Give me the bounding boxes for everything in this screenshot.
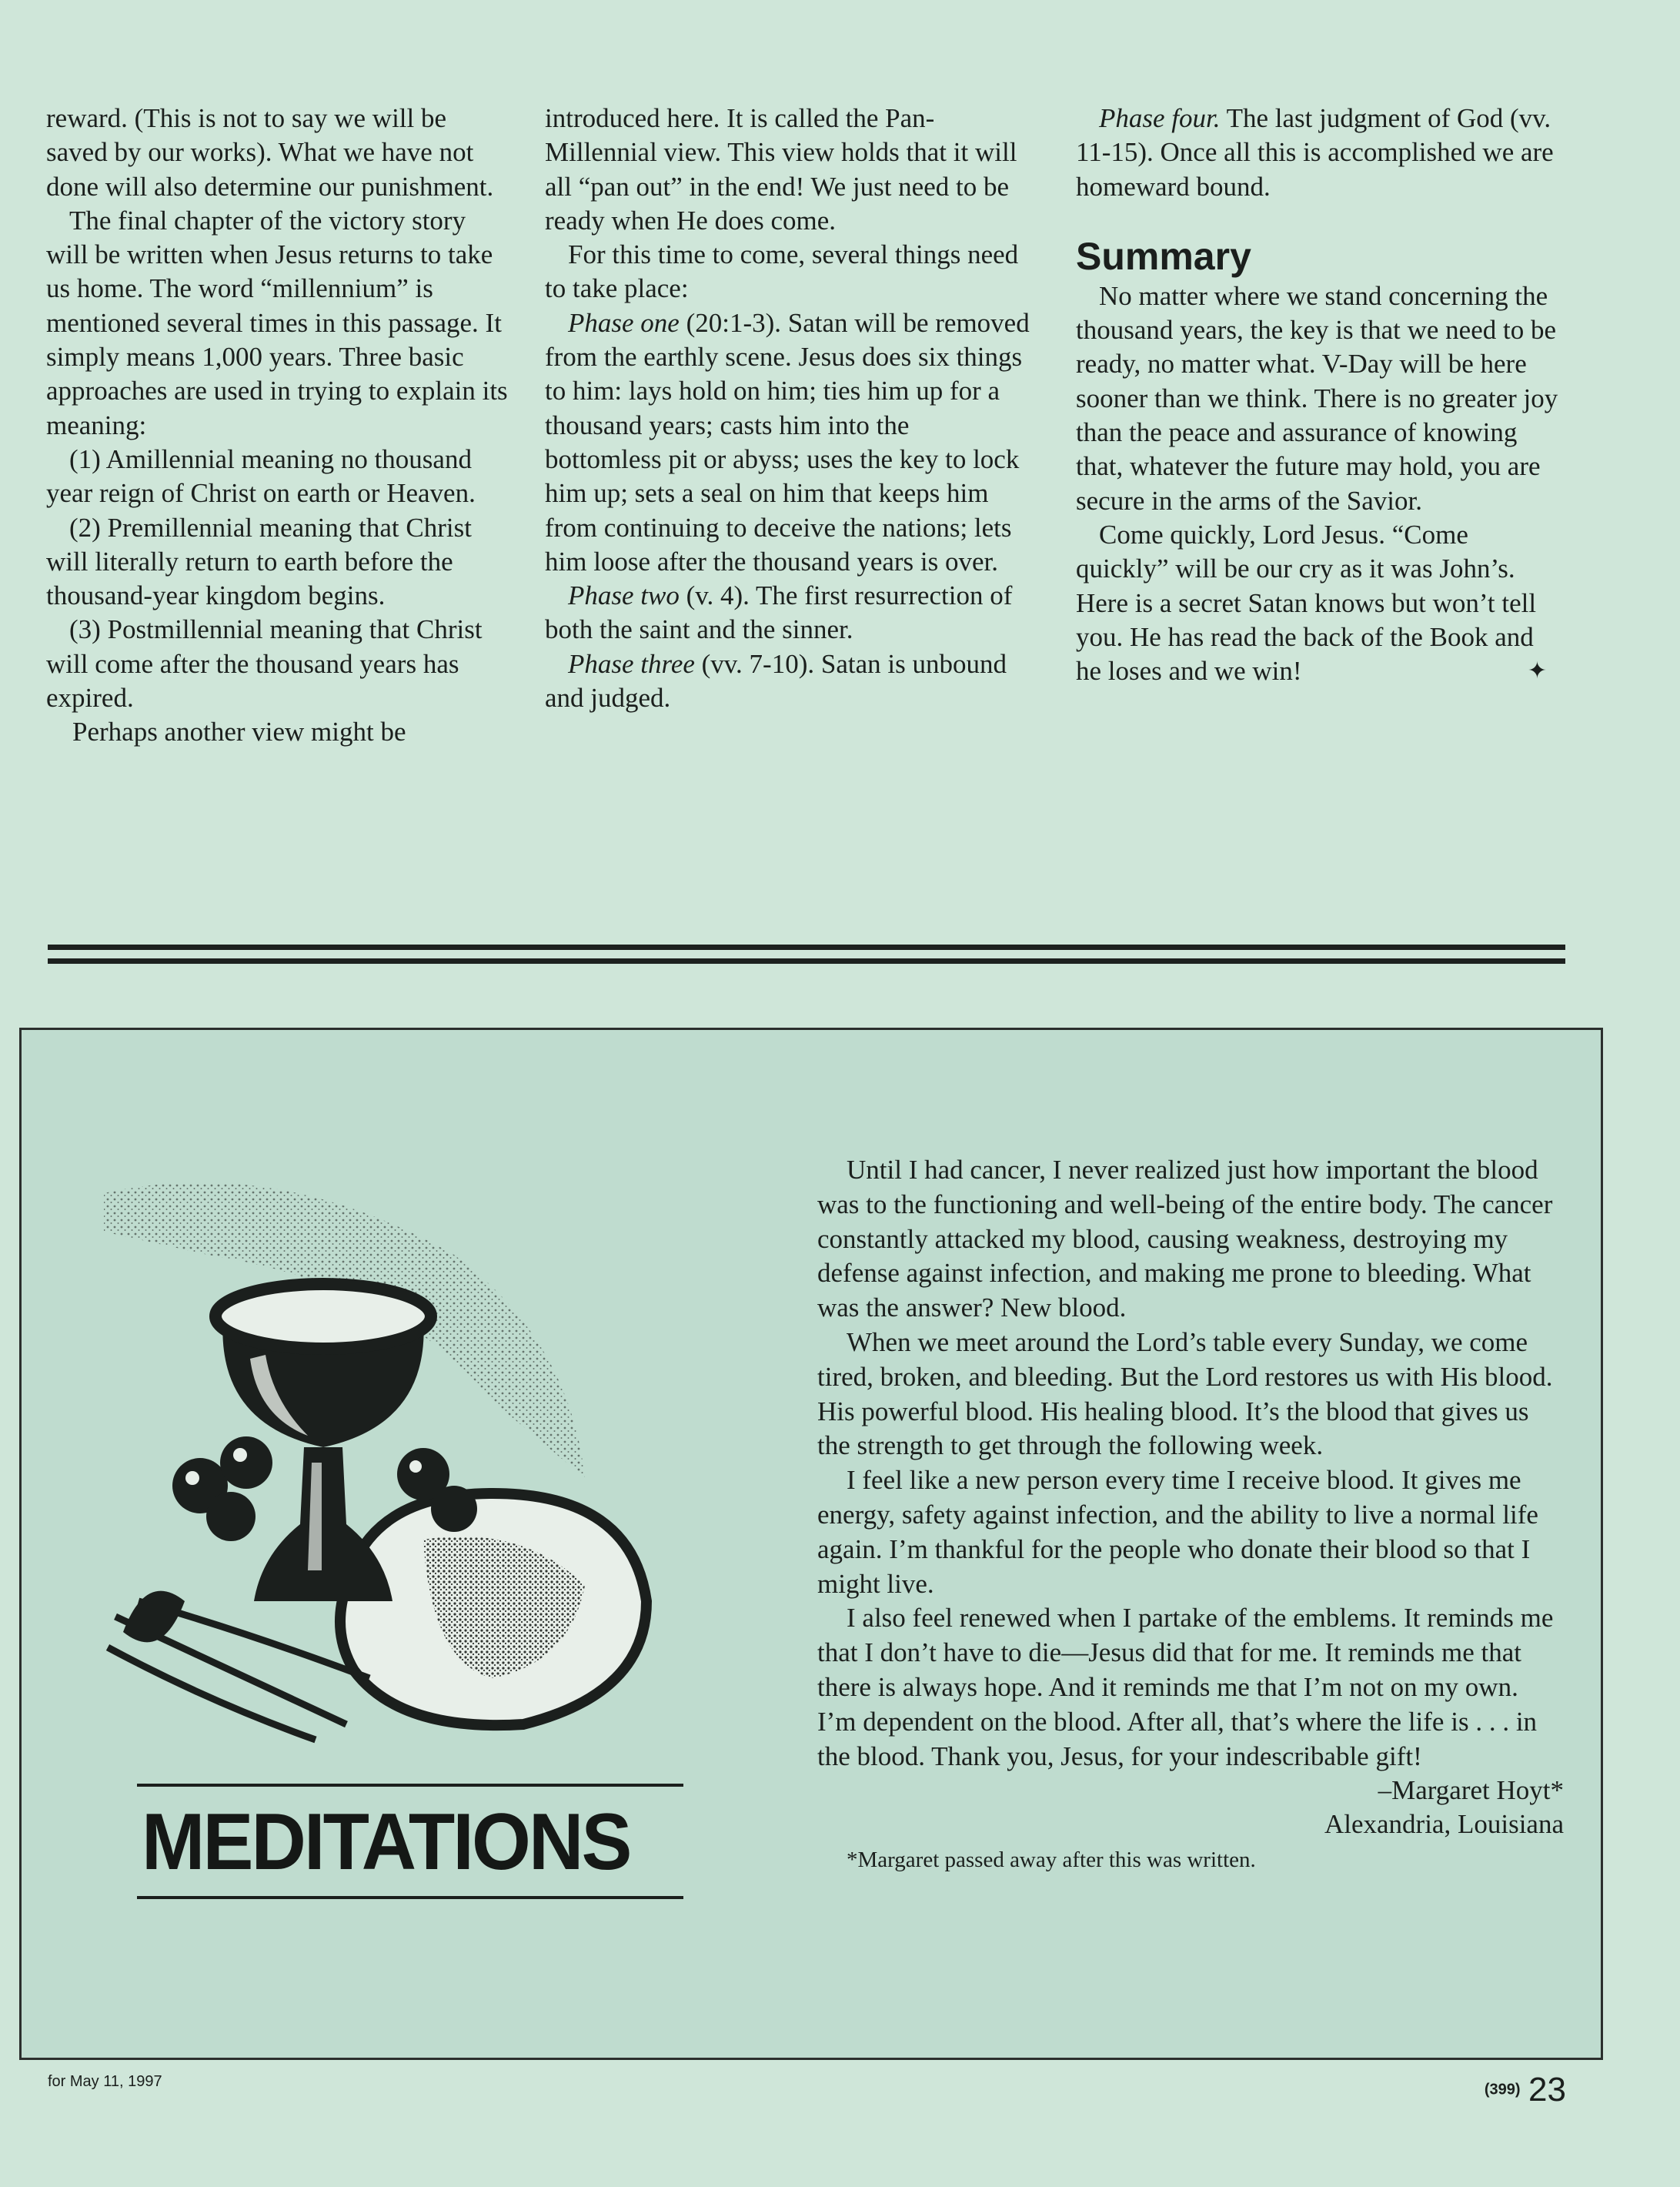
banner-top-line	[137, 1784, 683, 1787]
phase-text: (v. 4). The first resurrection of both the saint and the sinner.	[545, 580, 1013, 645]
article-column-3	[1076, 102, 1561, 688]
paragraph: (3) Postmillennial meaning that Christ will come after the thousand years has expired.	[46, 614, 483, 714]
paragraph: Perhaps another view might be	[72, 717, 406, 747]
page-folio	[1485, 2071, 1566, 2109]
page-number: 23	[1528, 2071, 1566, 2108]
footnote: *Margaret passed away after this was written.	[847, 1848, 1256, 1873]
divider-rule-top	[48, 945, 1565, 950]
paragraph: I also feel renewed when I partake of the emblems. It reminds me that I don’t have to die—Jesus did that for me. It reminds me that there is always hope. And it reminds me that I’m not on my own. I’m dependent on the blood. After all, that’s where the life is . . . in the blood. Thank you, Jesus, for your indescribable gift!	[817, 1603, 1554, 1771]
paragraph	[1076, 518, 1561, 688]
meditation-text	[817, 1153, 1564, 1875]
phase-four-paragraph	[1076, 102, 1561, 204]
article-column-2	[545, 102, 1030, 715]
paragraph: (1) Amillennial meaning no thousand year reign of Christ on earth or Heaven.	[46, 443, 476, 509]
phase-two-paragraph	[545, 579, 1030, 647]
end-mark-icon: ✦	[1527, 658, 1547, 684]
summary-heading: Summary	[1076, 234, 1251, 278]
phase-label: Phase two	[568, 580, 680, 611]
cup-stem	[254, 1447, 392, 1601]
paragraph: When we meet around the Lord’s table every Sunday, we come tired, broken, and bleeding. But the Lord restores us with His blood. His powerful blood. His healing blood. It’s the blood that gives us the strength to get through the following week.	[817, 1326, 1553, 1461]
paragraph: No matter where we stand concerning the thousand years, the key is that we need to be ready, no matter what. V-Day will be here sooner than we think. There is no greater joy than the peace and assurance of knowing that, whatever the future may hold, you are secure in the arms of the Savior.	[1076, 280, 1558, 516]
paragraph: The final chapter of the victory story will be written when Jesus returns to take us home. The word “millennium” is mentioned several times in this passage. It simply means 1,000 years. Three basic approaches are used in trying to explain its meaning:	[46, 205, 508, 440]
communion-cup-and-bread-illustration	[92, 1170, 700, 1755]
wheat-leaf	[123, 1591, 185, 1643]
phase-label: Phase four.	[1099, 103, 1221, 133]
phase-label: Phase one	[568, 307, 680, 338]
paragraph: reward. (This is not to say we will be saved by our works). What we have not done will also determine our punishment.	[46, 103, 494, 202]
page-code: (399)	[1484, 2081, 1521, 2098]
phase-text: (20:1-3). Satan will be removed from the earthly scene. Jesus does six things to him: lays hold on him; ties him up for a thousand years; casts him into the bottomless pit or abyss; uses the key to lock him up; sets a seal on him that keeps him from continuing to deceive the nations; lets him loose after the thousand years is over.	[545, 307, 1030, 577]
cup-rim	[215, 1284, 431, 1349]
paragraph: (2) Premillennial meaning that Christ will literally return to earth before the thousand-year kingdom begins.	[46, 512, 472, 611]
divider-rule-bottom	[48, 958, 1565, 964]
author-location: Alexandria, Louisiana	[1324, 1809, 1564, 1840]
paragraph: introduced here. It is called the Pan-Millennial view. This view holds that it will all “pan out” in the end! We just need to be ready when He does come.	[545, 103, 1017, 236]
phase-text: The last judgment of God (vv. 11-15). Once all this is accomplished we are homeward bound.	[1076, 103, 1554, 202]
paragraph-text: Come quickly, Lord Jesus. “Come quickly” will be our cry as it was John’s. Here is a secret Satan knows but won’t tell you. He has read the back of the Book and he loses and we win!	[1076, 519, 1537, 687]
banner-title: MEDITATIONS	[142, 1797, 630, 1887]
paragraph: Until I had cancer, I never realized just how important the blood was to the functioning and well-being of the entire body. The cancer constantly attacked my blood, causing weakness, destroying my defense against infection, and making me prone to bleeding. What was the answer? New blood.	[817, 1155, 1553, 1323]
phase-label: Phase three	[568, 648, 695, 679]
phase-text: (vv. 7-10). Satan is unbound and judged.	[545, 648, 1007, 714]
phase-three-paragraph	[545, 647, 1030, 716]
paragraph: For this time to come, several things need to take place:	[545, 239, 1019, 304]
meditations-banner	[137, 1784, 683, 1899]
paragraph: I feel like a new person every time I receive blood. It gives me energy, safety against infection, and the ability to live a normal life again. I’m thankful for the people who donate their blood so that I might live.	[817, 1465, 1538, 1599]
issue-date: for May 11, 1997	[48, 2073, 162, 2090]
article-column-1	[46, 102, 508, 750]
author-name: –Margaret Hoyt*	[1378, 1775, 1564, 1806]
banner-bottom-line	[137, 1896, 683, 1899]
phase-one-paragraph	[545, 306, 1030, 579]
